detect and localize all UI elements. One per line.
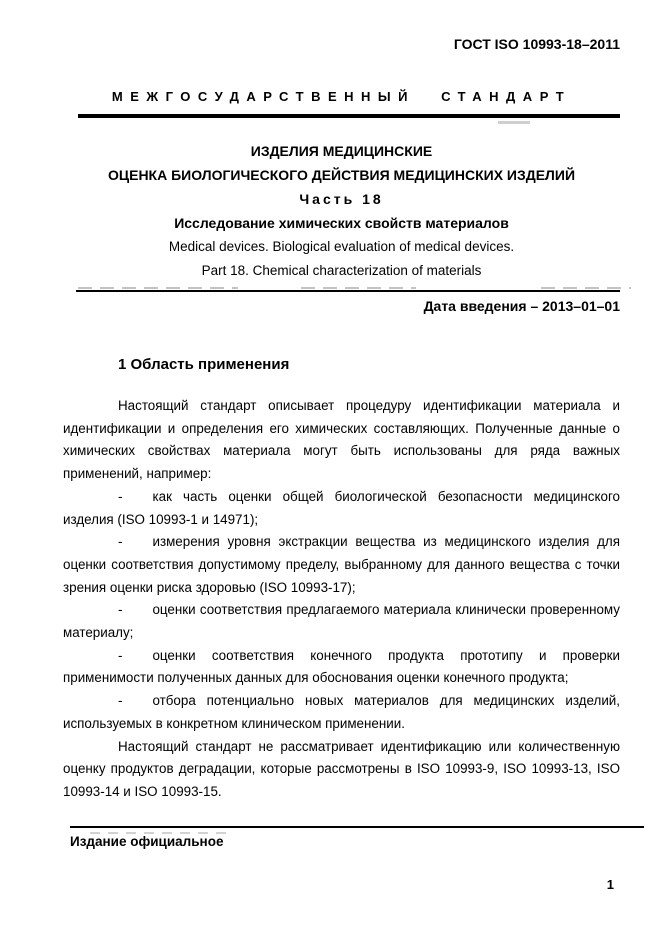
effective-date: Дата введения – 2013–01–01 (423, 298, 620, 314)
list-item-text: оценки соответствия предлагаемого материала клинически проверенному материалу; (63, 602, 620, 641)
scan-artifact (541, 287, 631, 289)
list-item (63, 486, 620, 531)
list-item-dash: - (118, 534, 123, 550)
paragraph: Настоящий стандарт описывает процедуру идентификации материала и идентификации и определения его химических составляющих. Полученные данные о химических свойствах материала могут быть использованы для ряда важных применений, например: (63, 398, 620, 482)
list-item-text: оценки соответствия конечного продукта прототипу и проверки применимости полученных данных для обоснования оценки конечного продукта; (63, 647, 620, 686)
title-line-ru-2: ОЦЕНКА БИОЛОГИЧЕСКОГО ДЕЙСТВИЯ МЕДИЦИНСКИХ ИЗДЕЛИЙ (107, 167, 576, 183)
scan-artifact (301, 287, 416, 289)
list-item-text: как часть оценки общей биологической безопасности медицинского изделия (ISO 10993-1 и 14971); (63, 488, 620, 527)
list-item-dash: - (118, 488, 123, 504)
scan-artifact (78, 287, 238, 289)
title-line-en-2: Part 18. Chemical characterization of materials (201, 263, 482, 278)
title-block (63, 139, 620, 283)
section-heading: 1 Область применения (118, 356, 290, 373)
list-item-dash: - (118, 693, 123, 709)
list-item-text: измерения уровня экстракции вещества из медицинского изделия для оценки соответствия допустимому пределу, выбранному для данного вещества с точки зрения оценки риска здоровью (ISO 10993-17); (63, 534, 620, 595)
scan-artifact (498, 121, 530, 124)
list-item (63, 531, 620, 599)
list-item (63, 599, 620, 644)
section-body (63, 395, 620, 804)
footer-rule (70, 826, 644, 828)
list-item-dash: - (118, 647, 123, 663)
paragraph: Настоящий стандарт не рассматривает идентификацию или количественную оценку продуктов деградации, которые рассмотрены в ISO 10993-9, ISO 10993-13, ISO 10993-14 и ISO 10993-15. (63, 738, 620, 799)
list-item (63, 690, 620, 735)
page-number: 1 (606, 877, 614, 892)
title-separator-rule (76, 290, 620, 292)
edition-note: Издание официальное (70, 834, 224, 849)
list-item-text: отбора потенциально новых материалов для медицинских изделий, используемых в конкретном клиническом применении. (63, 693, 620, 731)
title-line-ru-1: ИЗДЕЛИЯ МЕДИЦИНСКИЕ (250, 143, 433, 159)
standard-type-heading: МЕЖГОСУДАРСТВЕННЫЙ СТАНДАРТ (111, 89, 572, 104)
title-part-number: Часть 18 (299, 191, 384, 207)
title-line-en-1: Medical devices. Biological evaluation of medical devices. (168, 239, 515, 254)
list-item-dash: - (118, 602, 123, 618)
doc-number: ГОСТ ISO 10993-18–2011 (453, 36, 620, 52)
title-line-ru-3: Исследование химических свойств материалов (174, 215, 509, 231)
header-rule (78, 114, 620, 118)
list-item (63, 645, 620, 690)
